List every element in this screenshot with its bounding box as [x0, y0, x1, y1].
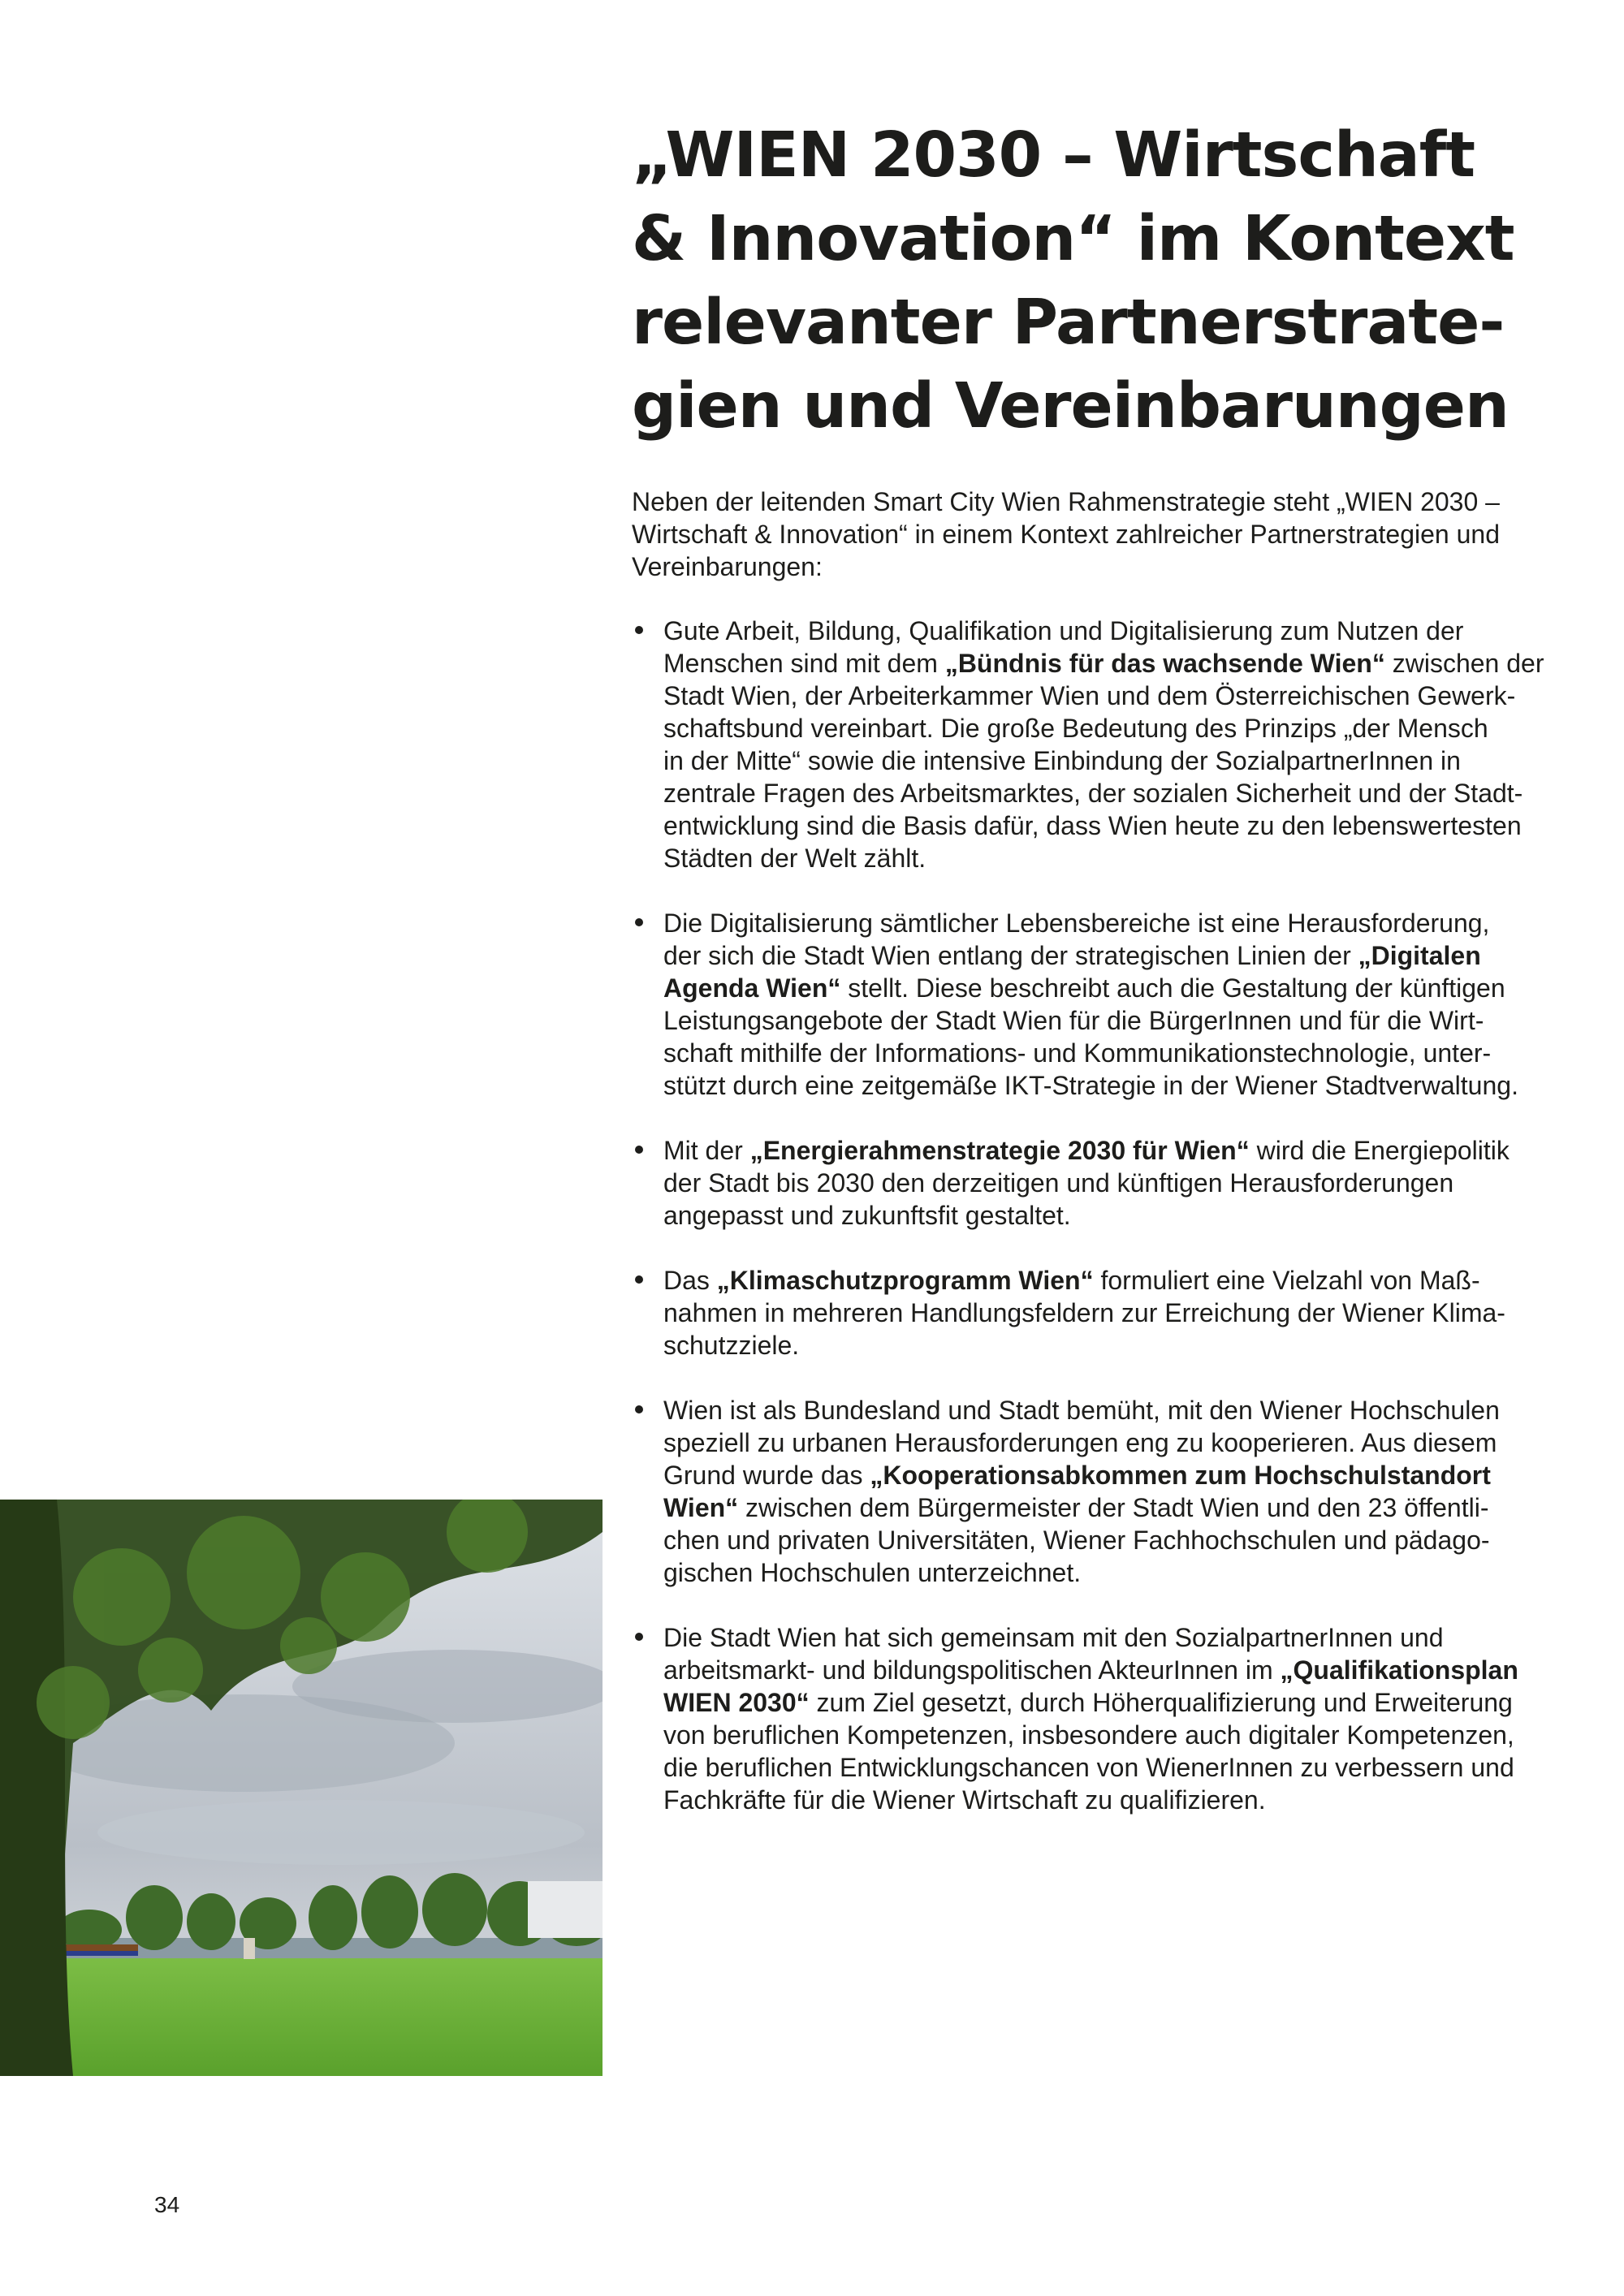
- bullet-text: Gute Arbeit, Bildung, Qualifikation und Digitalisierung zum Nutzen der: [663, 616, 1464, 645]
- strategy-bullet: [632, 1264, 1566, 1362]
- bullet-dot: [635, 1405, 643, 1413]
- bullet-line: [663, 1134, 1566, 1167]
- bullet-line: [663, 777, 1566, 809]
- bench: [61, 1944, 138, 1951]
- strategy-bullet: [632, 907, 1566, 1102]
- strategy-name: Wien“: [663, 1493, 739, 1522]
- cloud: [292, 1650, 603, 1723]
- bullet-text: Grund wurde das: [663, 1461, 870, 1490]
- bullet-line: [663, 1199, 1566, 1232]
- bullet-line: [663, 1004, 1566, 1037]
- bullet-text: Mit der: [663, 1136, 750, 1165]
- bullet-dot: [635, 1633, 643, 1641]
- bullet-line: [663, 1784, 1566, 1816]
- bullet-text: entwicklung sind die Basis dafür, dass Wien heute zu den lebenswertesten: [663, 811, 1522, 840]
- bullet-text: der sich die Stadt Wien entlang der strategischen Linien der: [663, 941, 1358, 970]
- bullet-line: [663, 1069, 1566, 1102]
- bullet-line: [663, 712, 1566, 744]
- bullet-text: Stadt Wien, der Arbeiterkammer Wien und dem Österreichischen Gewerk-: [663, 681, 1516, 710]
- sign-post: [244, 1938, 255, 1959]
- bullet-line: [663, 809, 1566, 842]
- bullet-text: Die Stadt Wien hat sich gemeinsam mit den SozialpartnerInnen und: [663, 1623, 1444, 1652]
- bullet-text: Fachkräfte für die Wiener Wirtschaft zu qualifizieren.: [663, 1785, 1266, 1815]
- lawn: [0, 1958, 603, 2076]
- bullet-line: [663, 1167, 1566, 1199]
- title-line: & Innovation“ im Kontext: [632, 203, 1514, 275]
- title-line: gien und Vereinbarungen: [632, 370, 1509, 442]
- bullet-text: zwischen der: [1384, 649, 1544, 678]
- bullet-text: Städten der Welt zählt.: [663, 844, 926, 873]
- bullet-dot: [635, 1275, 643, 1284]
- park-photo-illustration: [0, 1500, 603, 2076]
- bullet-text: nahmen in mehreren Handlungsfeldern zur Erreichung der Wiener Klima-: [663, 1298, 1505, 1327]
- bullet-line: [663, 1654, 1566, 1686]
- bullet-text: von beruflichen Kompetenzen, insbesondere auch digitaler Kompetenzen,: [663, 1720, 1514, 1750]
- title-line: relevanter Partnerstrate-: [632, 287, 1505, 359]
- bullet-text: schutzziele.: [663, 1331, 800, 1360]
- strategy-name: „Energierahmenstrategie 2030 für Wien“: [749, 1136, 1250, 1165]
- intro-line: Neben der leitenden Smart City Wien Rahmenstrategie steht „WIEN 2030 –: [632, 487, 1500, 516]
- bullet-text: Die Digitalisierung sämtlicher Lebensbereiche ist eine Herausforderung,: [663, 908, 1490, 938]
- bullet-line: [663, 680, 1566, 712]
- bullet-line: [663, 972, 1566, 1004]
- bullet-text: zwischen dem Bürgermeister der Stadt Wien und den 23 öffentli-: [738, 1493, 1489, 1522]
- bullet-text: angepasst und zukunftsfit gestaltet.: [663, 1201, 1071, 1230]
- bullet-line: [663, 1426, 1566, 1459]
- strategy-name: „Bündnis für das wachsende Wien“: [944, 649, 1385, 678]
- bullet-line: [663, 1329, 1566, 1362]
- bullet-line: [663, 1264, 1566, 1297]
- bullet-text: formuliert eine Vielzahl von Maß-: [1093, 1266, 1480, 1295]
- bullet-text: zentrale Fragen des Arbeitsmarktes, der sozialen Sicherheit und der Stadt-: [663, 779, 1523, 808]
- bullet-text: zum Ziel gesetzt, durch Höherqualifizierung und Erweiterung: [809, 1688, 1513, 1717]
- intro-line: Vereinbarungen:: [632, 552, 823, 581]
- bullet-text: stützt durch eine zeitgemäße IKT-Strategie in der Wiener Stadtverwaltung.: [663, 1071, 1518, 1100]
- bullet-line: [663, 647, 1566, 680]
- bullet-text: Das: [663, 1266, 717, 1295]
- tree-trunk: [0, 1500, 73, 2076]
- bullet-line: [663, 842, 1566, 874]
- bullet-line: [663, 1556, 1566, 1589]
- strategy-name: „Digitalen: [1358, 941, 1481, 970]
- strategy-name: „Klimaschutzprogramm Wien“: [716, 1266, 1094, 1295]
- bullet-text: speziell zu urbanen Herausforderungen eng zu kooperieren. Aus diesem: [663, 1428, 1497, 1457]
- bullet-text: schaftsbund vereinbart. Die große Bedeutung des Prinzips „der Mensch: [663, 714, 1488, 743]
- bullet-text: die beruflichen Entwicklungschancen von WienerInnen zu verbessern und: [663, 1753, 1514, 1782]
- strategy-name: „Qualifikationsplan: [1280, 1655, 1518, 1685]
- bullet-line: [663, 1719, 1566, 1751]
- bench-frame: [61, 1951, 138, 1956]
- bullet-line: [663, 1686, 1566, 1719]
- bullet-line: [663, 744, 1566, 777]
- park-photo: [0, 1500, 603, 2076]
- bullet-text: gischen Hochschulen unterzeichnet.: [663, 1558, 1082, 1587]
- bullet-dot: [635, 918, 643, 926]
- bullet-line: [663, 939, 1566, 972]
- strategy-name: WIEN 2030“: [663, 1688, 810, 1717]
- bullet-text: Wien ist als Bundesland und Stadt bemüht, mit den Wiener Hochschulen: [663, 1396, 1500, 1425]
- bullet-line: [663, 1037, 1566, 1069]
- page-number: 34: [154, 2192, 180, 2217]
- intro-paragraph: [632, 486, 1566, 583]
- bullet-text: der Stadt bis 2030 den derzeitigen und künftigen Herausforderungen: [663, 1168, 1454, 1198]
- strategy-bullet: [632, 1394, 1566, 1589]
- bullet-dot: [635, 626, 643, 634]
- bullet-text: in der Mitte“ sowie die intensive Einbindung der SozialpartnerInnen in: [663, 746, 1461, 775]
- bullet-text: wird die Energiepolitik: [1249, 1136, 1510, 1165]
- title-line: „WIEN 2030 – Wirtschaft: [632, 119, 1475, 192]
- strategy-bullet: [632, 615, 1566, 874]
- bullet-text: schaft mithilfe der Informations- und Kommunikationstechnologie, unter-: [663, 1038, 1492, 1068]
- bullet-line: [663, 615, 1566, 647]
- bullet-line: [663, 907, 1566, 939]
- bullet-text: Menschen sind mit dem: [663, 649, 945, 678]
- bullet-line: [663, 1491, 1566, 1524]
- bullet-dot: [635, 1146, 643, 1154]
- strategy-name: Agenda Wien“: [663, 973, 841, 1003]
- bullet-line: [663, 1394, 1566, 1426]
- bullet-line: [663, 1621, 1566, 1654]
- building: [528, 1881, 603, 1938]
- strategy-name: „Kooperationsabkommen zum Hochschulstandort: [870, 1461, 1491, 1490]
- bullet-text: arbeitsmarkt- und bildungspolitischen AkteurInnen im: [663, 1655, 1281, 1685]
- bullet-text: Leistungsangebote der Stadt Wien für die BürgerInnen und für die Wirt-: [663, 1006, 1484, 1035]
- bullet-text: chen und privaten Universitäten, Wiener Fachhochschulen und pädago-: [663, 1526, 1490, 1555]
- bullet-line: [663, 1297, 1566, 1329]
- bullet-line: [663, 1459, 1566, 1491]
- bullet-text: stellt. Diese beschreibt auch die Gestaltung der künftigen: [840, 973, 1505, 1003]
- cloud: [97, 1800, 585, 1865]
- intro-line: Wirtschaft & Innovation“ in einem Kontext zahlreicher Partnerstrategien und: [632, 520, 1500, 549]
- bullet-line: [663, 1524, 1566, 1556]
- page-title: [632, 114, 1582, 448]
- strategy-bullet: [632, 1621, 1566, 1816]
- bullet-line: [663, 1751, 1566, 1784]
- strategy-bullet: [632, 1134, 1566, 1232]
- strategy-bullet-list: [632, 615, 1566, 1849]
